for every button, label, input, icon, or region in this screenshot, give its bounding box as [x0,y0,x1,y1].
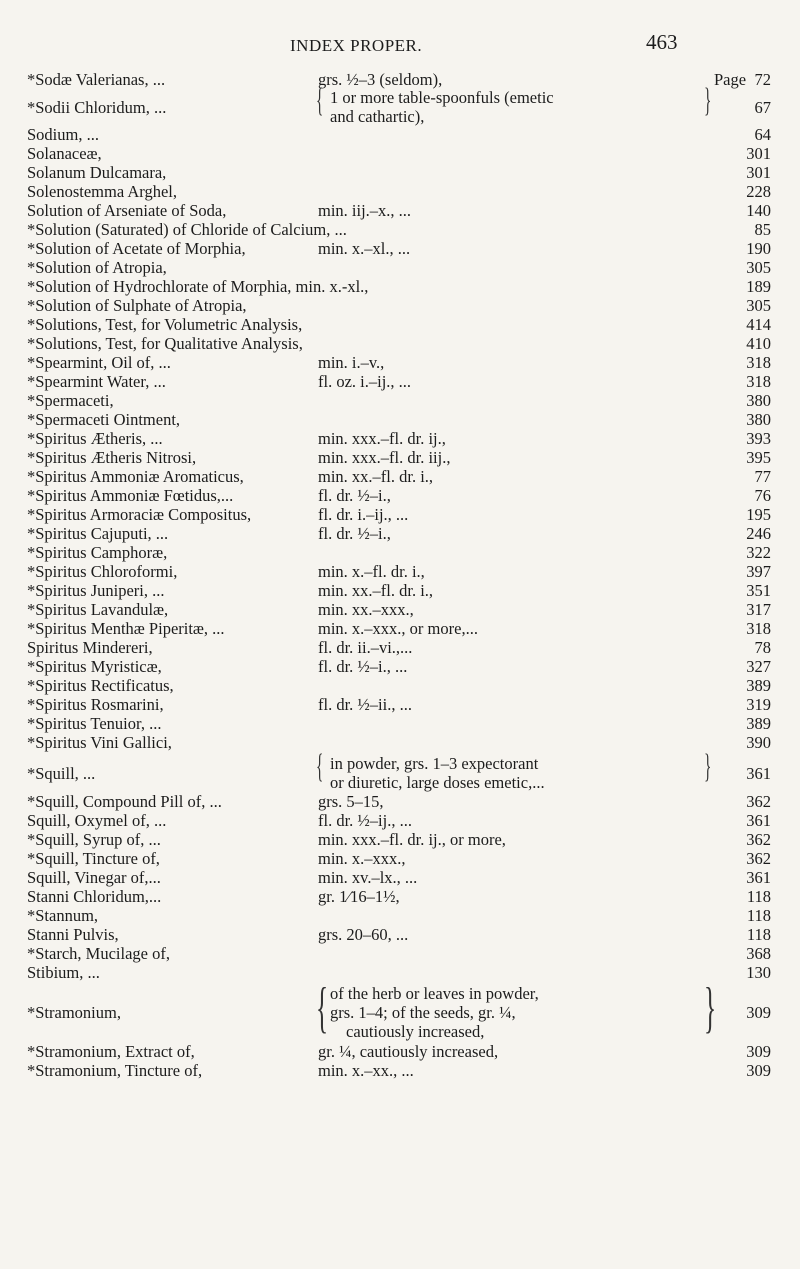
entry-name: *Spiritus Ætheris Nitrosi, [27,448,197,467]
entry-name: *Solution of Atropia, [27,258,167,277]
entry-name: *Spiritus Tenuior, ... [27,714,162,733]
entry-page-number: 77 [754,467,771,486]
entry-page-number: 361 [746,868,771,887]
entry-page-number: 389 [746,676,771,695]
right-brace: } [704,748,712,785]
entry-dose: min. x.–xxx., [318,849,406,868]
entry-name: *Spearmint Water, ... [27,372,166,391]
entry-name: *Spiritus Rosmarini, [27,695,164,714]
entry-dose: gr. ¼, cautiously increased, [318,1042,499,1061]
entry-dose: min. xx.–fl. dr. i., [318,581,434,600]
entry-name: *Solution (Saturated) of Chloride of Calcium, ... [27,220,347,239]
entry-dose-continued: cautiously increased, [346,1022,485,1041]
entry-page-number: 246 [746,524,771,543]
entry-name: *Squill, Compound Pill of, ... [27,792,222,811]
entry-dose: gr. 1⁄16–1½, [318,887,400,906]
entry-page-number: 390 [746,733,771,752]
entry-page-number: 67 [754,98,771,117]
entry-name: *Squill, ... [27,764,96,783]
entry-page-number: 361 [746,764,771,783]
entry-dose: fl. dr. ½–ij., ... [318,811,412,830]
entry-page-number: 301 [746,163,771,182]
entry-page-number: 140 [746,201,771,220]
entry-name: Solenostemma Arghel, [27,182,178,201]
entry-dose: min. x.–xxx., or more,... [318,619,478,638]
entry-name: *Stramonium, [27,1003,121,1022]
entry-page-number: 414 [746,315,771,334]
entry-page-number: 64 [754,125,771,144]
left-brace: { [316,977,329,1039]
entry-dose: of the herb or leaves in powder, [330,984,539,1003]
entry-name: *Sodii Chloridum, ... [27,98,167,117]
entry-name: *Spiritus Ætheris, ... [27,429,163,448]
entry-name: Squill, Oxymel of, ... [27,811,167,830]
entry-page-number: 305 [746,296,771,315]
entry-page-number: 362 [746,849,771,868]
entry-page-number: 195 [746,505,771,524]
entry-dose: fl. dr. i.–ij., ... [318,505,409,524]
entry-name: Stibium, ... [27,963,100,982]
entry-dose: fl. dr. ½–i., [318,486,391,505]
entry-page-number: 318 [746,372,771,391]
entry-name: *Solutions, Test, for Volumetric Analysis, [27,315,303,334]
entry-page-number: 72 [754,70,771,89]
entry-dose: min. x.–xl., ... [318,239,411,258]
entry-name: Solution of Arseniate of Soda, [27,201,227,220]
entry-dose: grs. ½–3 (seldom), [318,70,443,89]
entry-name: *Spermaceti, [27,391,114,410]
entry-dose: 1 or more table-spoonfuls (emetic [330,88,554,107]
entry-page-number: 395 [746,448,771,467]
entry-name: *Stramonium, Tincture of, [27,1061,203,1080]
entry-dose: grs. 20–60, ... [318,925,409,944]
entry-dose: min. xxx.–fl. dr. iij., [318,448,451,467]
entry-name: *Stannum, [27,906,99,925]
entry-name: Stanni Chloridum,... [27,887,162,906]
entry-page-number: 78 [754,638,771,657]
entry-page-number: 118 [746,906,771,925]
page-label: Page [714,70,747,89]
entry-name: Spiritus Mindereri, [27,638,153,657]
entry-page-number: 76 [754,486,771,505]
entry-page-number: 228 [746,182,771,201]
entry-name: *Spiritus Vini Gallici, [27,733,172,752]
entry-name: Stanni Pulvis, [27,925,119,944]
entry-dose: min. iij.–x., ... [318,201,412,220]
left-brace: { [316,748,324,785]
entry-dose: fl. oz. i.–ij., ... [318,372,412,391]
entry-page-number: 317 [746,600,771,619]
entry-dose: fl. dr. ½–i., [318,524,391,543]
entry-name: Squill, Vinegar of,... [27,868,161,887]
right-brace: } [704,82,712,119]
entry-dose-continued: grs. 1–4; of the seeds, gr. ¼, [330,1003,516,1022]
entry-page-number: 309 [746,1061,771,1080]
entry-page-number: 190 [746,239,771,258]
entry-page-number: 85 [754,220,771,239]
entry-page-number: 397 [746,562,771,581]
entry-dose: min. xx.–xxx., [318,600,414,619]
entry-name: Solanum Dulcamara, [27,163,167,182]
entry-dose-continued: or diuretic, large doses emetic,... [330,773,545,792]
entry-page-number: 393 [746,429,771,448]
entry-name: *Starch, Mucilage of, [27,944,170,963]
entry-page-number: 380 [746,391,771,410]
entry-page-number: 301 [746,144,771,163]
page-header [0,22,800,62]
entry-page-number: 389 [746,714,771,733]
entry-dose: fl. dr. ½–ii., ... [318,695,412,714]
entry-name: *Spiritus Menthæ Piperitæ, ... [27,619,225,638]
entry-name: Sodium, ... [27,125,99,144]
entry-dose-continued: and cathartic), [330,107,425,126]
entry-page-number: 410 [746,334,771,353]
entry-name: *Spiritus Cajuputi, ... [27,524,169,543]
entry-name: *Spiritus Lavandulæ, [27,600,169,619]
entry-page-number: 305 [746,258,771,277]
entry-name: *Spermaceti Ointment, [27,410,181,429]
entry-page-number: 322 [746,543,771,562]
entry-name: *Spiritus Myristicæ, [27,657,162,676]
entry-name: *Solution of Acetate of Morphia, [27,239,246,258]
entry-name: *Solutions, Test, for Qualitative Analysis, [27,334,303,353]
entry-name: *Solution of Hydrochlorate of Morphia, min. x.-xl., [27,277,369,296]
entry-page-number: 351 [746,581,771,600]
entry-dose: min. x.–xx., ... [318,1061,414,1080]
entry-name: *Spiritus Camphoræ, [27,543,168,562]
entry-page-number: 118 [746,887,771,906]
entry-name: *Spiritus Ammoniæ Fœtidus,... [27,486,234,505]
page-number: 463 [646,30,678,54]
entry-dose: in powder, grs. 1–3 expectorant [330,754,539,773]
entry-dose: min. xv.–lx., ... [318,868,418,887]
left-brace: { [316,82,324,119]
entry-page-number: 368 [746,944,771,963]
entry-page-number: 319 [746,695,771,714]
entry-page-number: 118 [746,925,771,944]
entry-name: *Solution of Sulphate of Atropia, [27,296,247,315]
entry-name: *Spearmint, Oil of, ... [27,353,171,372]
entry-dose: min. xx.–fl. dr. i., [318,467,434,486]
entry-dose: min. xxx.–fl. dr. ij., or more, [318,830,506,849]
entry-page-number: 130 [746,963,771,982]
entry-name: *Stramonium, Extract of, [27,1042,195,1061]
entry-name: *Spiritus Rectificatus, [27,676,174,695]
running-title: INDEX PROPER. [290,36,423,55]
entry-page-number: 189 [746,277,771,296]
entry-name: Solanaceæ, [27,144,102,163]
entry-page-number: 327 [746,657,771,676]
entry-dose: min. i.–v., [318,353,385,372]
entry-page-number: 318 [746,619,771,638]
entry-dose: fl. dr. ½–i., ... [318,657,408,676]
entry-dose: min. x.–fl. dr. i., [318,562,425,581]
entry-dose: grs. 5–15, [318,792,384,811]
entry-page-number: 362 [746,830,771,849]
entry-page-number: 309 [746,1042,771,1061]
entry-name: *Spiritus Chloroformi, [27,562,178,581]
entry-name: *Spiritus Armoraciæ Compositus, [27,505,252,524]
entry-page-number: 309 [746,1003,771,1022]
right-brace: } [704,977,717,1039]
entry-page-number: 361 [746,811,771,830]
entry-dose: fl. dr. ii.–vi.,... [318,638,413,657]
entry-dose: min. xxx.–fl. dr. ij., [318,429,446,448]
entry-page-number: 362 [746,792,771,811]
entry-name: *Spiritus Ammoniæ Aromaticus, [27,467,244,486]
entry-page-number: 318 [746,353,771,372]
entry-name: *Spiritus Juniperi, ... [27,581,165,600]
entry-name: *Sodæ Valerianas, ... [27,70,166,89]
entry-name: *Squill, Tincture of, [27,849,160,868]
entry-page-number: 380 [746,410,771,429]
entry-name: *Squill, Syrup of, ... [27,830,161,849]
